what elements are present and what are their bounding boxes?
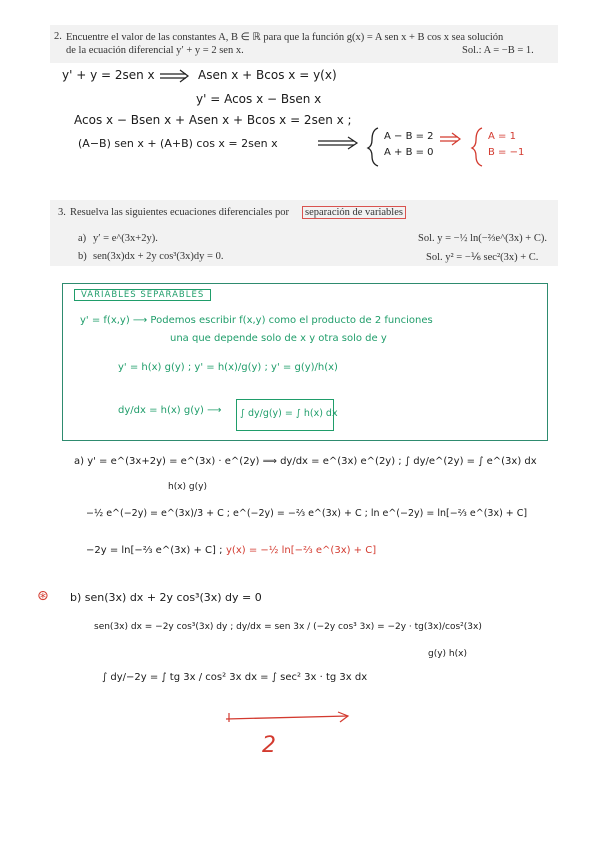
problem-2-number: 2. (54, 31, 62, 42)
problem-3b-label: b) (78, 251, 87, 262)
hwB-line2-sub: g(y) h(x) (428, 649, 467, 659)
problem-3-number: 3. (58, 207, 66, 218)
hw2-system-eq1: A − B = 2 (384, 131, 434, 142)
hwA-line3: −2y = ln[−⅔ e^(3x) + C] ; (86, 545, 223, 556)
hw2-line1a: y' + y = 2sen x (62, 68, 155, 82)
hwA-line1: a) y' = e^(3x+2y) = e^(3x) · e^(2y) ⟹ dy/dx = e^(3x) e^(2y) ; ∫ dy/e^(2y) = ∫ e^(3x) dx (74, 456, 537, 467)
hw2-line1b: Asen x + Bcos x = y(x) (198, 68, 337, 82)
star-icon: ⊛ (37, 588, 49, 604)
scribble-mark: 2 (262, 733, 276, 758)
hw2-line4: (A−B) sen x + (A+B) cos x = 2sen x (78, 137, 278, 150)
hwB-line2: sen(3x) dx = −2y cos³(3x) dy ; dy/dx = sen 3x / (−2y cos³ 3x) = −2y · tg(3x)/cos²(3x) (94, 622, 482, 632)
problem-3a-equation: y′ = e^(3x+2y). (93, 233, 158, 244)
problem-3b-solution: Sol. y² = −⅙ sec²(3x) + C. (426, 252, 539, 263)
hw2-line2: y' = Acos x − Bsen x (196, 92, 322, 106)
theory-tag: VARIABLES SEPARABLES (74, 289, 211, 301)
theory-line1: y' = f(x,y) ⟶ Podemos escribir f(x,y) como el producto de 2 funciones (80, 315, 433, 326)
hw2-line3: Acos x − Bsen x + Asen x + Bcos x = 2sen x ; (74, 113, 352, 127)
problem-2-line1: Encuentre el valor de las constantes A, B ∈ ℝ para que la función g(x) = A sen x + B cos x sea solución (66, 32, 504, 43)
problem-3b-equation: sen(3x)dx + 2y cos³(3x)dy = 0. (93, 251, 224, 262)
hwA-line2: −½ e^(−2y) = e^(3x)/3 + C ; e^(−2y) = −⅔ e^(3x) + C ; ln e^(−2y) = ln[−⅔ e^(3x) + C] (86, 508, 528, 519)
problem-3-statement: Resuelva las siguientes ecuaciones diferenciales por (70, 207, 289, 218)
problem-3a-label: a) (78, 233, 87, 244)
hwA-result: y(x) = −½ ln[−⅔ e^(3x) + C] (226, 545, 377, 556)
problem-3a-solution: Sol. y = −½ ln(−⅔e^(3x) + C). (418, 233, 547, 244)
problem-3-highlight: separación de variables (302, 206, 406, 219)
theory-line3: y' = h(x) g(y) ; y' = h(x)/g(y) ; y' = g(y)/h(x) (118, 362, 338, 373)
hwA-line1-sub: h(x) g(y) (168, 482, 207, 492)
hw2-system-eq2: A + B = 0 (384, 147, 434, 158)
theory-line2: una que depende solo de x y otra solo de y (170, 333, 387, 344)
hw2-result-b: B = −1 (488, 147, 525, 158)
hwB-line1: b) sen(3x) dx + 2y cos³(3x) dy = 0 (70, 591, 262, 604)
theory-line4: dy/dx = h(x) g(y) ⟶ (118, 405, 222, 416)
problem-2-line2: de la ecuación diferencial y′ + y = 2 sen x. (66, 45, 244, 56)
theory-integral: ∫ dy/g(y) = ∫ h(x) dx (240, 408, 338, 419)
hwB-line3: ∫ dy/−2y = ∫ tg 3x / cos² 3x dx = ∫ sec² 3x · tg 3x dx (102, 672, 368, 683)
hw2-result-a: A = 1 (488, 131, 516, 142)
problem-2-solution: Sol.: A = −B = 1. (462, 45, 534, 56)
